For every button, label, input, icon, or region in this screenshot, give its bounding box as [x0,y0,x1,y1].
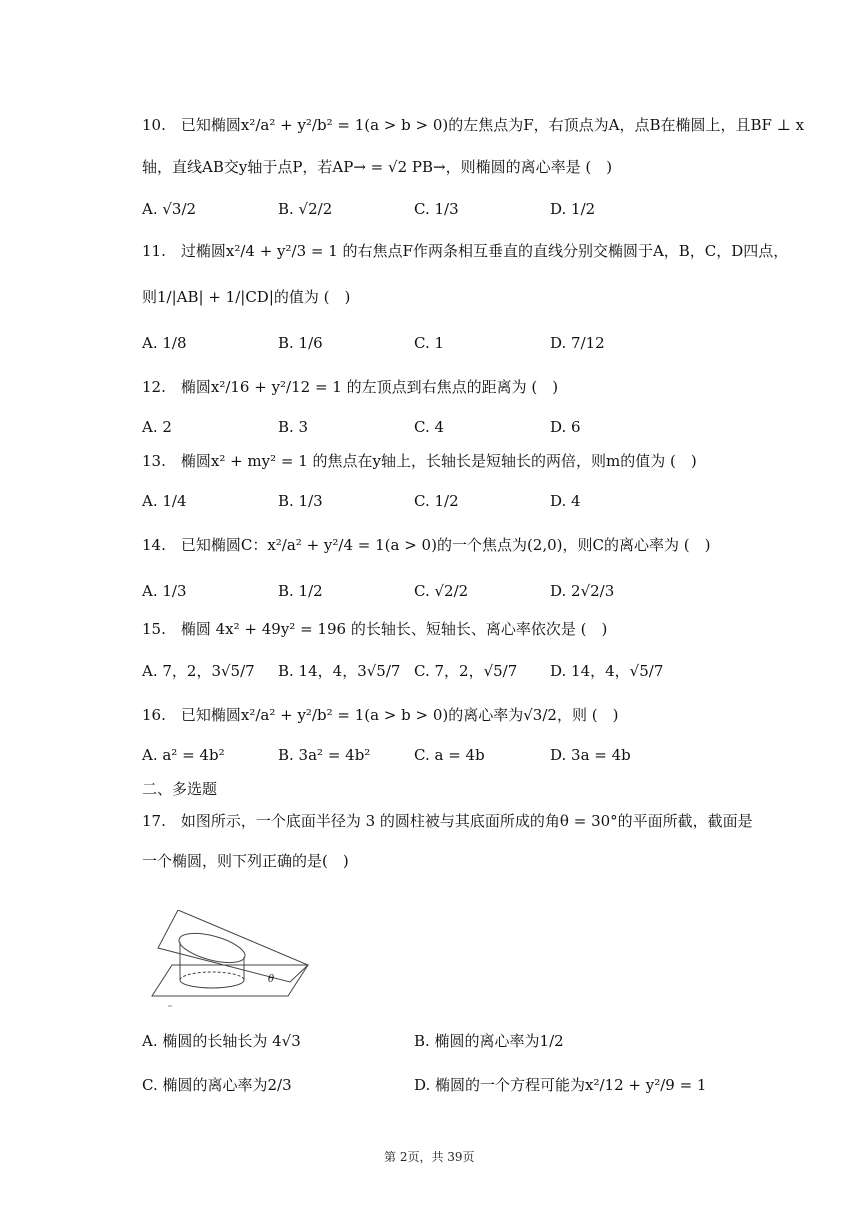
q14-option-a: A. 1/3 [142,582,187,600]
question-17-line1: 17. 如图所示，一个底面半径为 3 的圆柱被与其底面所成的角θ = 30°的平面所截，截面是 [142,812,753,830]
q11-option-b: B. 1/6 [278,334,323,352]
q17-option-a: A. 椭圆的长轴长为 4√3 [142,1032,301,1050]
q16-option-d: D. 3a = 4b [550,746,631,764]
q12-option-d: D. 6 [550,418,581,436]
figure-angle-label: θ [268,974,275,985]
q13-option-a: A. 1/4 [142,492,187,510]
q14-option-c: C. √2/2 [414,582,469,600]
q14-option-b: B. 1/2 [278,582,323,600]
q17-option-b: B. 椭圆的离心率为1/2 [414,1032,564,1050]
q15-option-d: D. 14，4，√5/7 [550,662,664,680]
section-title-multiple-choice: 二、多选题 [142,780,218,798]
q14-option-d: D. 2√2/3 [550,582,615,600]
q13-option-d: D. 4 [550,492,581,510]
q16-option-a: A. a² = 4b² [142,746,225,764]
q16-option-c: C. a = 4b [414,746,485,764]
question-10-line2: 轴，直线AB交y轴于点P，若AP→ = √2 PB→，则椭圆的离心率是 ( ) [142,158,613,176]
question-16-line1: 16. 已知椭圆x²/a² + y²/b² = 1(a > b > 0)的离心率为√3/2，则 ( ) [142,706,619,724]
q11-option-c: C. 1 [414,334,445,352]
question-12-line1: 12. 椭圆x²/16 + y²/12 = 1 的左顶点到右焦点的距离为 ( ) [142,378,559,396]
q17-option-d: D. 椭圆的一个方程可能为x²/12 + y²/9 = 1 [414,1076,707,1094]
question-15-line1: 15. 椭圆 4x² + 49y² = 196 的长轴长、短轴长、离心率依次是 ( ) [142,620,608,638]
question-11-line2: 则1/|AB| + 1/|CD|的值为 ( ) [142,288,351,306]
q17-option-c: C. 椭圆的离心率为2/3 [142,1076,292,1094]
q11-option-d: D. 7/12 [550,334,605,352]
q10-option-b: B. √2/2 [278,200,333,218]
question-14-line1: 14. 已知椭圆C：x²/a² + y²/4 = 1(a > 0)的一个焦点为(2,0)，则C的离心率为 ( ) [142,536,711,554]
question-17-line2: 一个椭圆，则下列正确的是( ) [142,852,349,870]
question-13-line1: 13. 椭圆x² + my² = 1 的焦点在y轴上，长轴长是短轴长的两倍，则m的值为 ( ) [142,452,697,470]
q12-option-a: A. 2 [142,418,172,436]
q13-option-c: C. 1/2 [414,492,459,510]
q12-option-b: B. 3 [278,418,309,436]
q16-option-b: B. 3a² = 4b² [278,746,371,764]
q13-option-b: B. 1/3 [278,492,323,510]
q15-option-a: A. 7，2，3√5/7 [142,662,255,680]
q10-option-d: D. 1/2 [550,200,596,218]
q11-option-a: A. 1/8 [142,334,187,352]
cylinder-plane-figure [150,910,320,1010]
q15-option-b: B. 14，4，3√5/7 [278,662,401,680]
q15-option-c: C. 7，2，√5/7 [414,662,518,680]
q12-option-c: C. 4 [414,418,445,436]
q10-option-a: A. √3/2 [142,200,197,218]
q10-option-c: C. 1/3 [414,200,459,218]
question-10-line1: 10. 已知椭圆x²/a² + y²/b² = 1(a > b > 0)的左焦点为F，右顶点为A，点B在椭圆上，且BF ⊥ x [142,116,805,134]
page-footer: 第 2页，共 39页 [384,1150,475,1164]
question-11-line1: 11. 过椭圆x²/4 + y²/3 = 1 的右焦点F作两条相互垂直的直线分别交椭圆于A，B，C，D四点， [142,242,789,260]
